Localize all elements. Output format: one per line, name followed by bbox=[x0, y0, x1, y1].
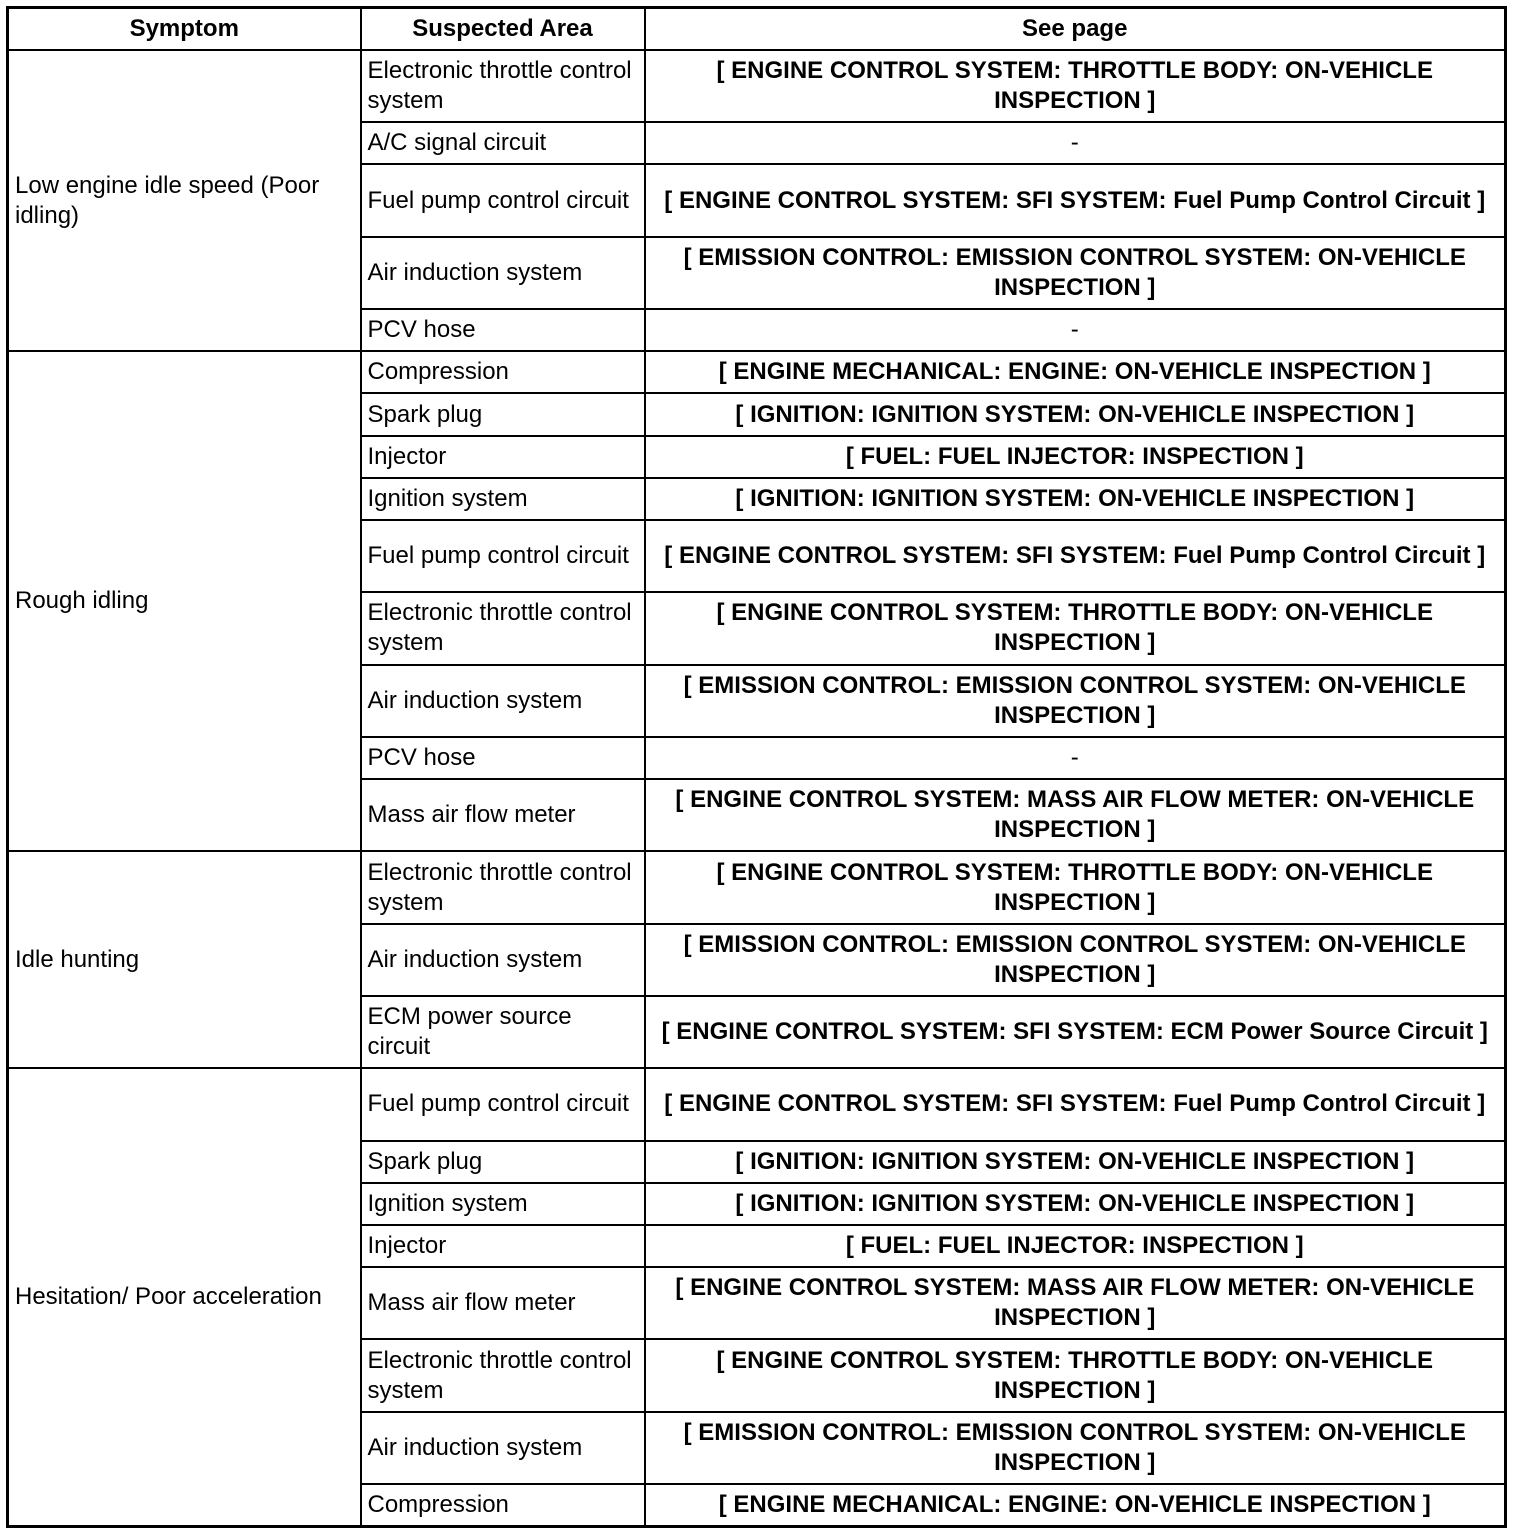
suspected-area-cell: Air induction system bbox=[361, 924, 645, 996]
suspected-area-cell: Mass air flow meter bbox=[361, 1267, 645, 1339]
suspected-area-cell: Air induction system bbox=[361, 1412, 645, 1484]
see-page-cell: [ IGNITION: IGNITION SYSTEM: ON-VEHICLE INSPECTION ] bbox=[645, 1141, 1506, 1183]
see-page-cell: - bbox=[645, 737, 1506, 779]
see-page-cell: [ ENGINE CONTROL SYSTEM: SFI SYSTEM: Fuel Pump Control Circuit ] bbox=[645, 520, 1506, 592]
suspected-area-cell: Fuel pump control circuit bbox=[361, 1068, 645, 1140]
see-page-cell: [ EMISSION CONTROL: EMISSION CONTROL SYSTEM: ON-VEHICLE INSPECTION ] bbox=[645, 1412, 1506, 1484]
header-suspected-area: Suspected Area bbox=[361, 8, 645, 51]
symptom-cell: Low engine idle speed (Poor idling) bbox=[8, 50, 361, 351]
see-page-cell: [ IGNITION: IGNITION SYSTEM: ON-VEHICLE INSPECTION ] bbox=[645, 1183, 1506, 1225]
suspected-area-cell: PCV hose bbox=[361, 309, 645, 351]
suspected-area-cell: Ignition system bbox=[361, 478, 645, 520]
suspected-area-cell: Electronic throttle control system bbox=[361, 592, 645, 664]
suspected-area-cell: Electronic throttle control system bbox=[361, 851, 645, 923]
see-page-cell: [ ENGINE CONTROL SYSTEM: THROTTLE BODY: ON-VEHICLE INSPECTION ] bbox=[645, 851, 1506, 923]
suspected-area-cell: Fuel pump control circuit bbox=[361, 164, 645, 236]
see-page-cell: [ ENGINE MECHANICAL: ENGINE: ON-VEHICLE INSPECTION ] bbox=[645, 1484, 1506, 1526]
see-page-cell: [ ENGINE CONTROL SYSTEM: SFI SYSTEM: ECM Power Source Circuit ] bbox=[645, 996, 1506, 1068]
header-see-page: See page bbox=[645, 8, 1506, 51]
suspected-area-cell: Air induction system bbox=[361, 665, 645, 737]
suspected-area-cell: PCV hose bbox=[361, 737, 645, 779]
suspected-area-cell: Air induction system bbox=[361, 237, 645, 309]
see-page-cell: [ FUEL: FUEL INJECTOR: INSPECTION ] bbox=[645, 436, 1506, 478]
see-page-cell: [ ENGINE MECHANICAL: ENGINE: ON-VEHICLE INSPECTION ] bbox=[645, 351, 1506, 393]
suspected-area-cell: Injector bbox=[361, 436, 645, 478]
see-page-cell: - bbox=[645, 309, 1506, 351]
see-page-cell: [ ENGINE CONTROL SYSTEM: THROTTLE BODY: ON-VEHICLE INSPECTION ] bbox=[645, 592, 1506, 664]
see-page-cell: [ ENGINE CONTROL SYSTEM: THROTTLE BODY: ON-VEHICLE INSPECTION ] bbox=[645, 50, 1506, 122]
suspected-area-cell: Electronic throttle control system bbox=[361, 50, 645, 122]
suspected-area-cell: Mass air flow meter bbox=[361, 779, 645, 851]
see-page-cell: [ EMISSION CONTROL: EMISSION CONTROL SYSTEM: ON-VEHICLE INSPECTION ] bbox=[645, 665, 1506, 737]
suspected-area-cell: Compression bbox=[361, 351, 645, 393]
header-symptom: Symptom bbox=[8, 8, 361, 51]
symptom-cell: Hesitation/ Poor acceleration bbox=[8, 1068, 361, 1526]
see-page-cell: [ ENGINE CONTROL SYSTEM: MASS AIR FLOW METER: ON-VEHICLE INSPECTION ] bbox=[645, 1267, 1506, 1339]
symptom-cell: Rough idling bbox=[8, 351, 361, 851]
table-body bbox=[8, 50, 1506, 1527]
see-page-cell: [ FUEL: FUEL INJECTOR: INSPECTION ] bbox=[645, 1225, 1506, 1267]
see-page-cell: [ ENGINE CONTROL SYSTEM: SFI SYSTEM: Fuel Pump Control Circuit ] bbox=[645, 1068, 1506, 1140]
see-page-cell: - bbox=[645, 122, 1506, 164]
see-page-cell: [ IGNITION: IGNITION SYSTEM: ON-VEHICLE INSPECTION ] bbox=[645, 478, 1506, 520]
suspected-area-cell: Injector bbox=[361, 1225, 645, 1267]
suspected-area-cell: A/C signal circuit bbox=[361, 122, 645, 164]
symptom-table bbox=[6, 6, 1507, 1528]
see-page-cell: [ ENGINE CONTROL SYSTEM: MASS AIR FLOW METER: ON-VEHICLE INSPECTION ] bbox=[645, 779, 1506, 851]
symptom-cell: Idle hunting bbox=[8, 851, 361, 1068]
suspected-area-cell: Compression bbox=[361, 1484, 645, 1526]
suspected-area-cell: Ignition system bbox=[361, 1183, 645, 1225]
table-row bbox=[8, 50, 1506, 122]
see-page-cell: [ EMISSION CONTROL: EMISSION CONTROL SYSTEM: ON-VEHICLE INSPECTION ] bbox=[645, 924, 1506, 996]
see-page-cell: [ IGNITION: IGNITION SYSTEM: ON-VEHICLE INSPECTION ] bbox=[645, 393, 1506, 435]
see-page-cell: [ ENGINE CONTROL SYSTEM: SFI SYSTEM: Fuel Pump Control Circuit ] bbox=[645, 164, 1506, 236]
header-row bbox=[8, 8, 1506, 51]
suspected-area-cell: Spark plug bbox=[361, 393, 645, 435]
suspected-area-cell: Fuel pump control circuit bbox=[361, 520, 645, 592]
table-row bbox=[8, 851, 1506, 923]
see-page-cell: [ EMISSION CONTROL: EMISSION CONTROL SYSTEM: ON-VEHICLE INSPECTION ] bbox=[645, 237, 1506, 309]
suspected-area-cell: Spark plug bbox=[361, 1141, 645, 1183]
suspected-area-cell: ECM power source circuit bbox=[361, 996, 645, 1068]
table-row bbox=[8, 351, 1506, 393]
see-page-cell: [ ENGINE CONTROL SYSTEM: THROTTLE BODY: ON-VEHICLE INSPECTION ] bbox=[645, 1339, 1506, 1411]
suspected-area-cell: Electronic throttle control system bbox=[361, 1339, 645, 1411]
table-row bbox=[8, 1068, 1506, 1140]
